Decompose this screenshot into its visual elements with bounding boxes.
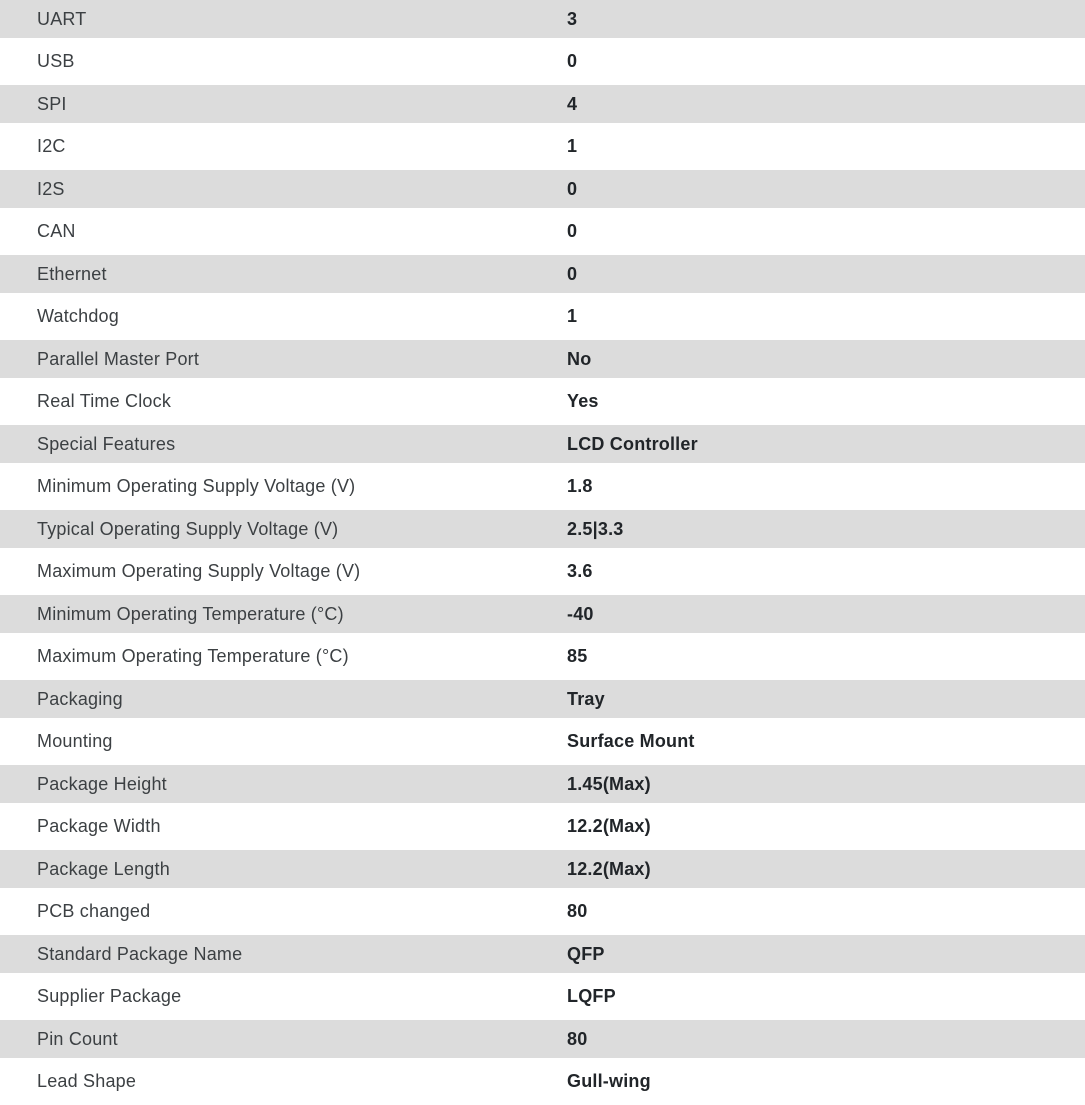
spec-label: Packaging [37, 688, 123, 709]
table-row [0, 510, 1085, 553]
table-row [0, 765, 1085, 808]
spec-label: Ethernet [37, 263, 107, 284]
spec-label: Parallel Master Port [37, 348, 200, 369]
spec-label: Package Width [37, 816, 161, 837]
spec-label: Minimum Operating Temperature (°C) [37, 603, 344, 624]
table-row [0, 850, 1085, 893]
spec-label: Maximum Operating Supply Voltage (V) [37, 561, 361, 582]
spec-value: 0 [567, 51, 578, 72]
table-row [0, 383, 1085, 426]
spec-value: 1.45(Max) [567, 773, 651, 794]
spec-label: I2C [37, 136, 66, 157]
spec-value: -40 [567, 603, 594, 624]
spec-value: 1 [567, 136, 578, 157]
spec-value: 85 [567, 646, 588, 667]
spec-label: USB [37, 51, 75, 72]
table-row [0, 170, 1085, 213]
table-row [0, 1020, 1085, 1063]
table-row [0, 468, 1085, 511]
spec-value: 1 [567, 306, 578, 327]
spec-value: 80 [567, 901, 588, 922]
table-row [0, 553, 1085, 596]
spec-label: SPI [37, 93, 67, 114]
spec-value: 80 [567, 1028, 588, 1049]
spec-value: LCD Controller [567, 433, 698, 454]
spec-label: Supplier Package [37, 986, 182, 1007]
spec-value: 12.2(Max) [567, 858, 651, 879]
spec-label: Watchdog [37, 306, 119, 327]
table-row [0, 595, 1085, 638]
spec-label: Maximum Operating Temperature (°C) [37, 646, 349, 667]
spec-value: 3.6 [567, 561, 593, 582]
spec-label: Standard Package Name [37, 943, 243, 964]
spec-label: Special Features [37, 433, 176, 454]
spec-value: 0 [567, 178, 578, 199]
table-row [0, 638, 1085, 681]
spec-label: Package Height [37, 773, 167, 794]
table-row [0, 0, 1085, 43]
spec-value: No [567, 348, 592, 369]
table-row [0, 425, 1085, 468]
spec-value: 0 [567, 263, 578, 284]
spec-value: QFP [567, 943, 605, 964]
spec-value: Surface Mount [567, 731, 695, 752]
table-row [0, 808, 1085, 851]
spec-label: Package Length [37, 858, 170, 879]
spec-label: UART [37, 8, 87, 29]
spec-value: 2.5|3.3 [567, 518, 624, 539]
spec-value: Yes [567, 391, 599, 412]
spec-label: Mounting [37, 731, 113, 752]
spec-label: CAN [37, 221, 76, 242]
spec-label: Pin Count [37, 1028, 118, 1049]
spec-value: 1.8 [567, 476, 593, 497]
spec-value: 4 [567, 93, 578, 114]
table-row [0, 978, 1085, 1021]
table-row [0, 893, 1085, 936]
table-row [0, 213, 1085, 256]
spec-value: 12.2(Max) [567, 816, 651, 837]
spec-value: 3 [567, 8, 578, 29]
table-row [0, 298, 1085, 341]
table-row [0, 1063, 1085, 1105]
spec-label: Real Time Clock [37, 391, 172, 412]
table-row [0, 43, 1085, 86]
table-row [0, 723, 1085, 766]
table-row [0, 85, 1085, 128]
table-row [0, 128, 1085, 171]
spec-label: I2S [37, 178, 65, 199]
table-row [0, 935, 1085, 978]
spec-value: LQFP [567, 986, 616, 1007]
spec-value: 0 [567, 221, 578, 242]
spec-label: Minimum Operating Supply Voltage (V) [37, 476, 356, 497]
spec-value: Gull-wing [567, 1071, 651, 1092]
table-row [0, 340, 1085, 383]
spec-label: Lead Shape [37, 1071, 137, 1092]
spec-label: Typical Operating Supply Voltage (V) [37, 518, 339, 539]
spec-value: Tray [567, 688, 605, 709]
spec-label: PCB changed [37, 901, 151, 922]
table-row [0, 255, 1085, 298]
table-row [0, 680, 1085, 723]
